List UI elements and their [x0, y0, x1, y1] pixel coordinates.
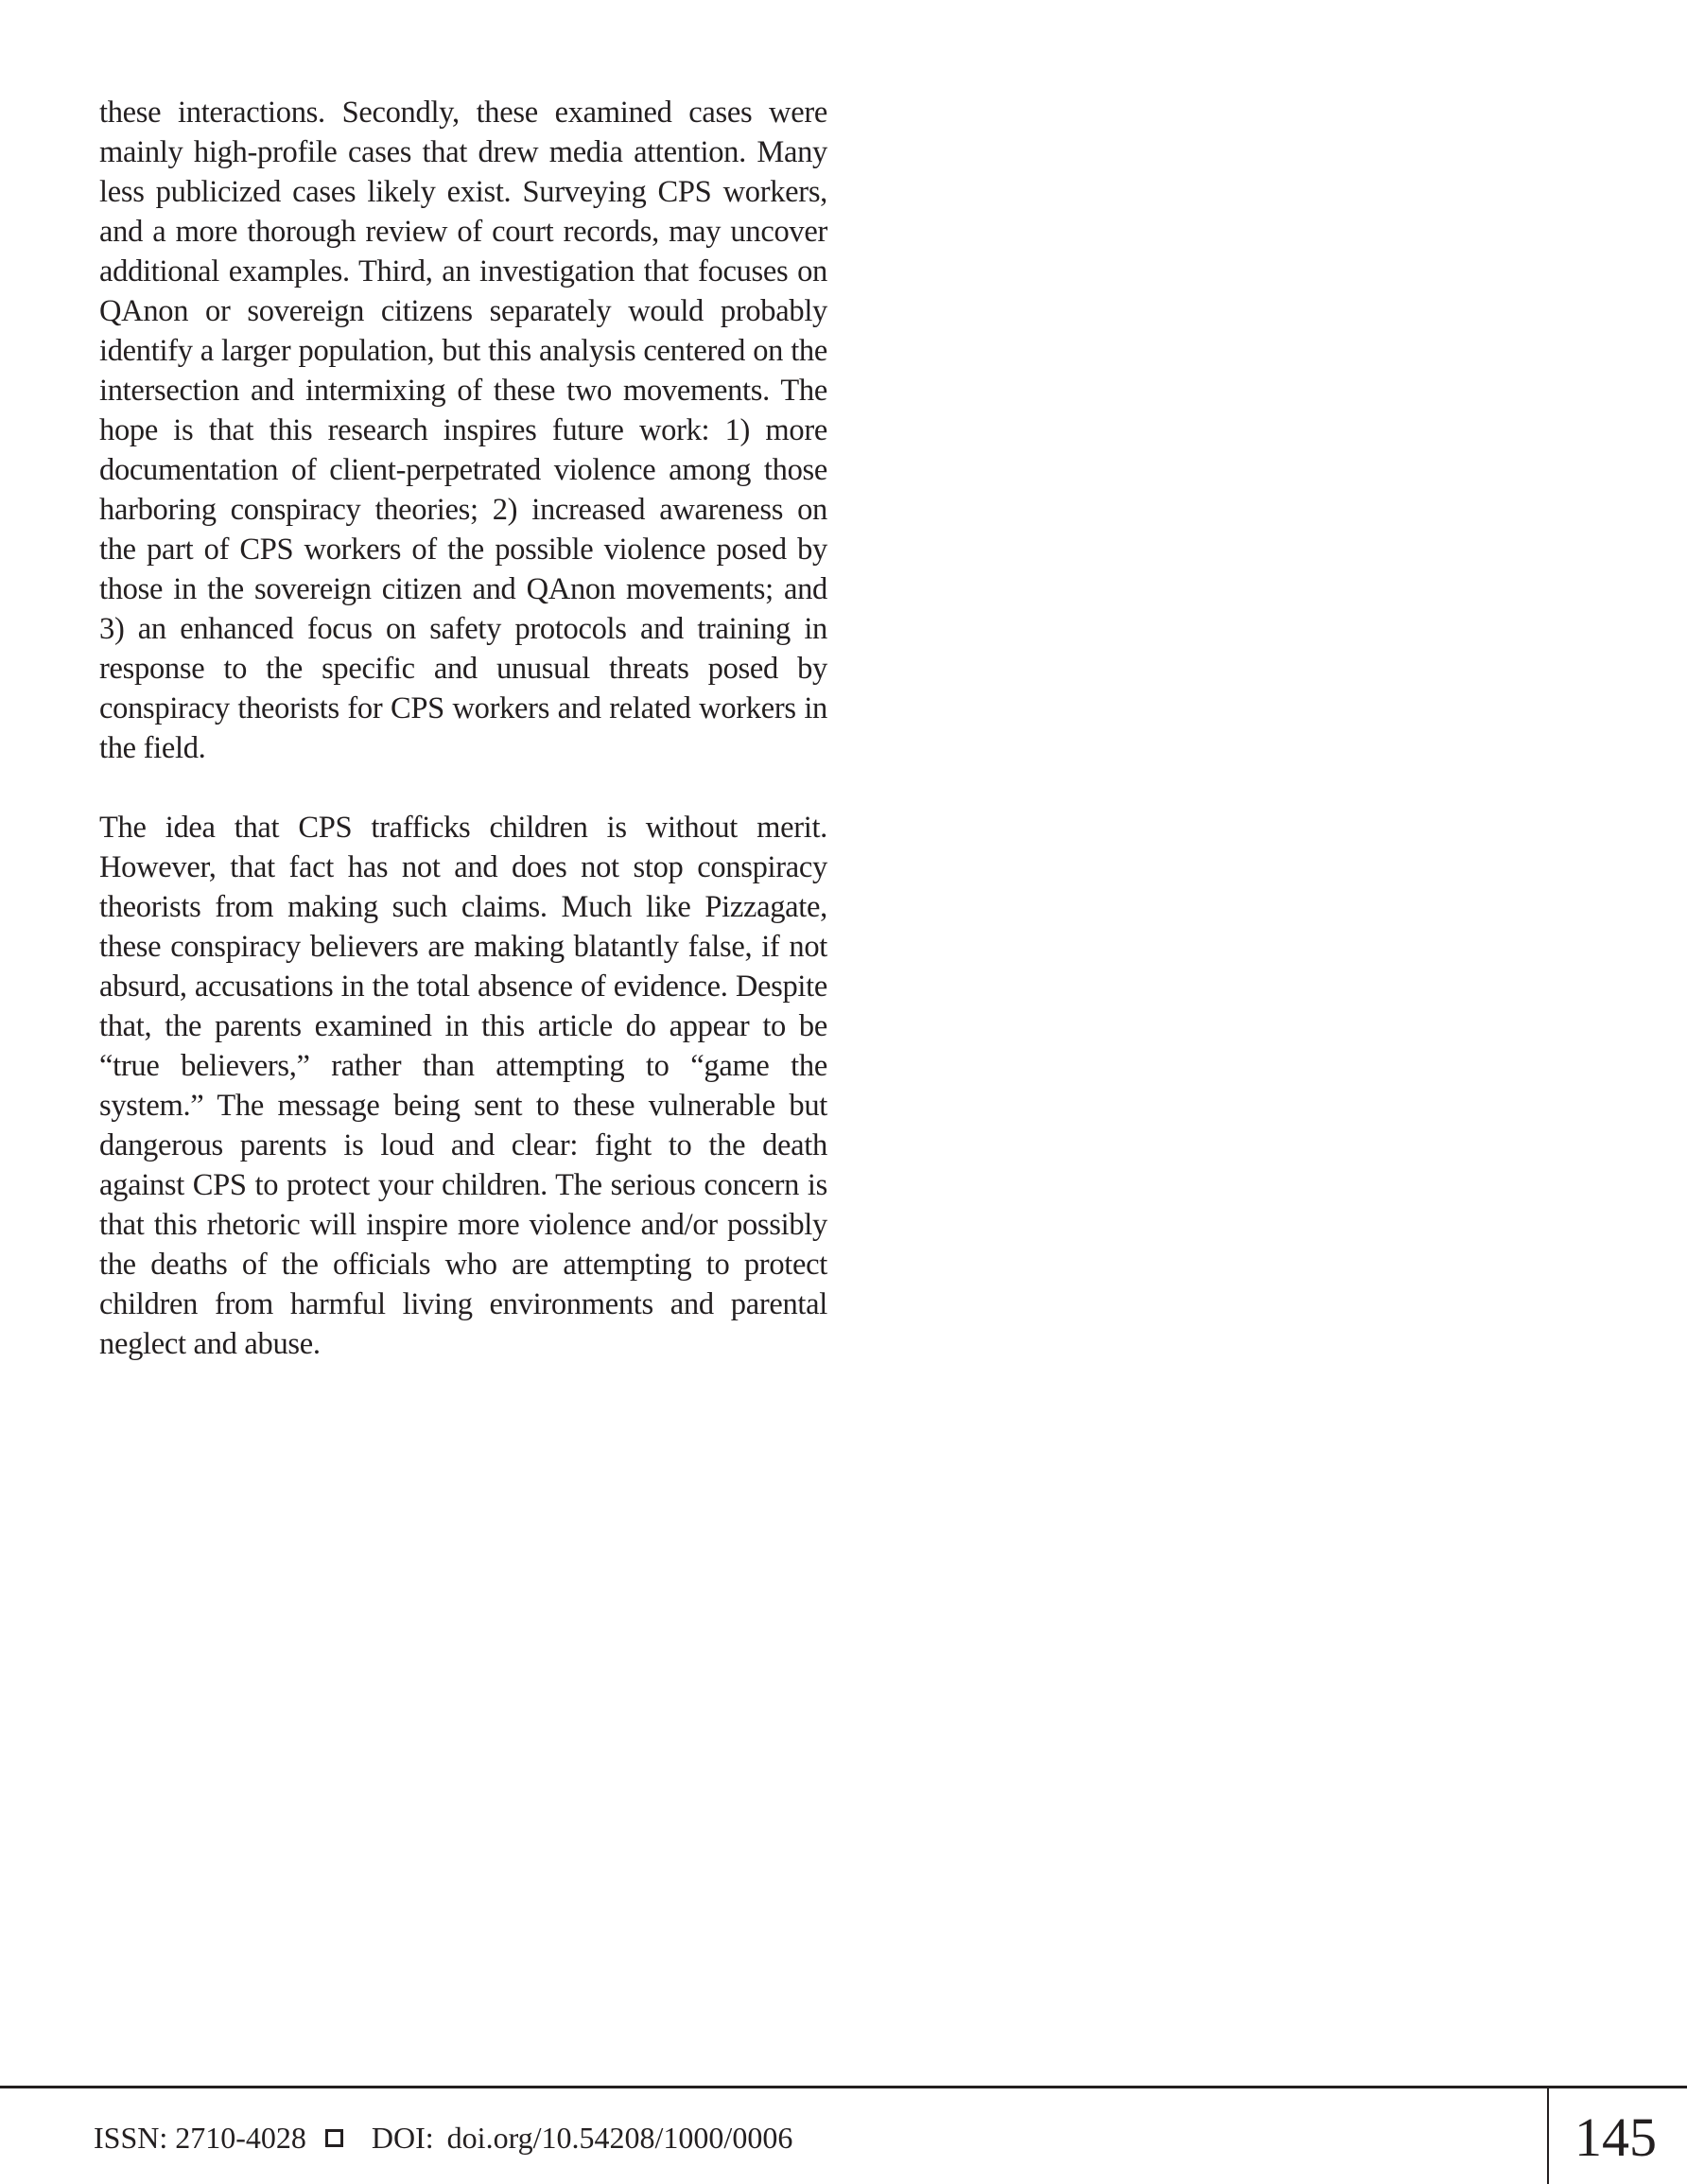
doi-link[interactable]: doi.org/10.54208/1000/0006	[446, 2121, 793, 2155]
issn-text: ISSN: 2710-4028	[94, 2121, 306, 2155]
body-paragraph-2: The idea that CPS trafficks children is without merit. However, that fact has not and does not stop conspiracy theorists from making such claims. Much like Pizzagate, these conspiracy believers are making blatantly false, if not absurd, accusations in the total absence of evidence. Despite that, the parents examined in this article do appear to be “true believers,” rather than attempting to “game the system.” The message being sent to these vulnerable but dangerous parents is loud and clear: fight to the death against CPS to protect your children. The serious concern is that this rhetoric will inspire more violence and/or possibly the deaths of the officials who are attempting to protect children from harmful living environments and parental neglect and abuse.	[99, 811, 827, 1361]
footer-vertical-rule	[1547, 2086, 1549, 2184]
footer-citation	[94, 2119, 792, 2157]
footer-horizontal-rule	[0, 2086, 1687, 2088]
page-number: 145	[1574, 2106, 1657, 2168]
doi-label: DOI:	[371, 2121, 434, 2155]
article-body-column	[99, 93, 827, 1364]
hollow-square-icon	[325, 2129, 343, 2147]
body-paragraph-1: these interactions. Secondly, these examined cases were mainly high-profile cases that drew media attention. Many less publicized cases likely exist. Surveying CPS workers, and a more thorough review of court records, may uncover additional examples. Third, an investigation that focuses on QAnon or sovereign citizens separately would probably identify a larger population, but this analysis centered on the intersection and intermixing of these two movements. The hope is that this research inspires future work: 1) more documentation of client-perpetrated violence among those harboring conspiracy theories; 2) increased awareness on the part of CPS workers of the possible violence posed by those in the sovereign citizen and QAnon movements; and 3) an enhanced focus on safety protocols and training in response to the specific and unusual threats posed by conspiracy theorists for CPS workers and related workers in the field.	[99, 96, 827, 765]
